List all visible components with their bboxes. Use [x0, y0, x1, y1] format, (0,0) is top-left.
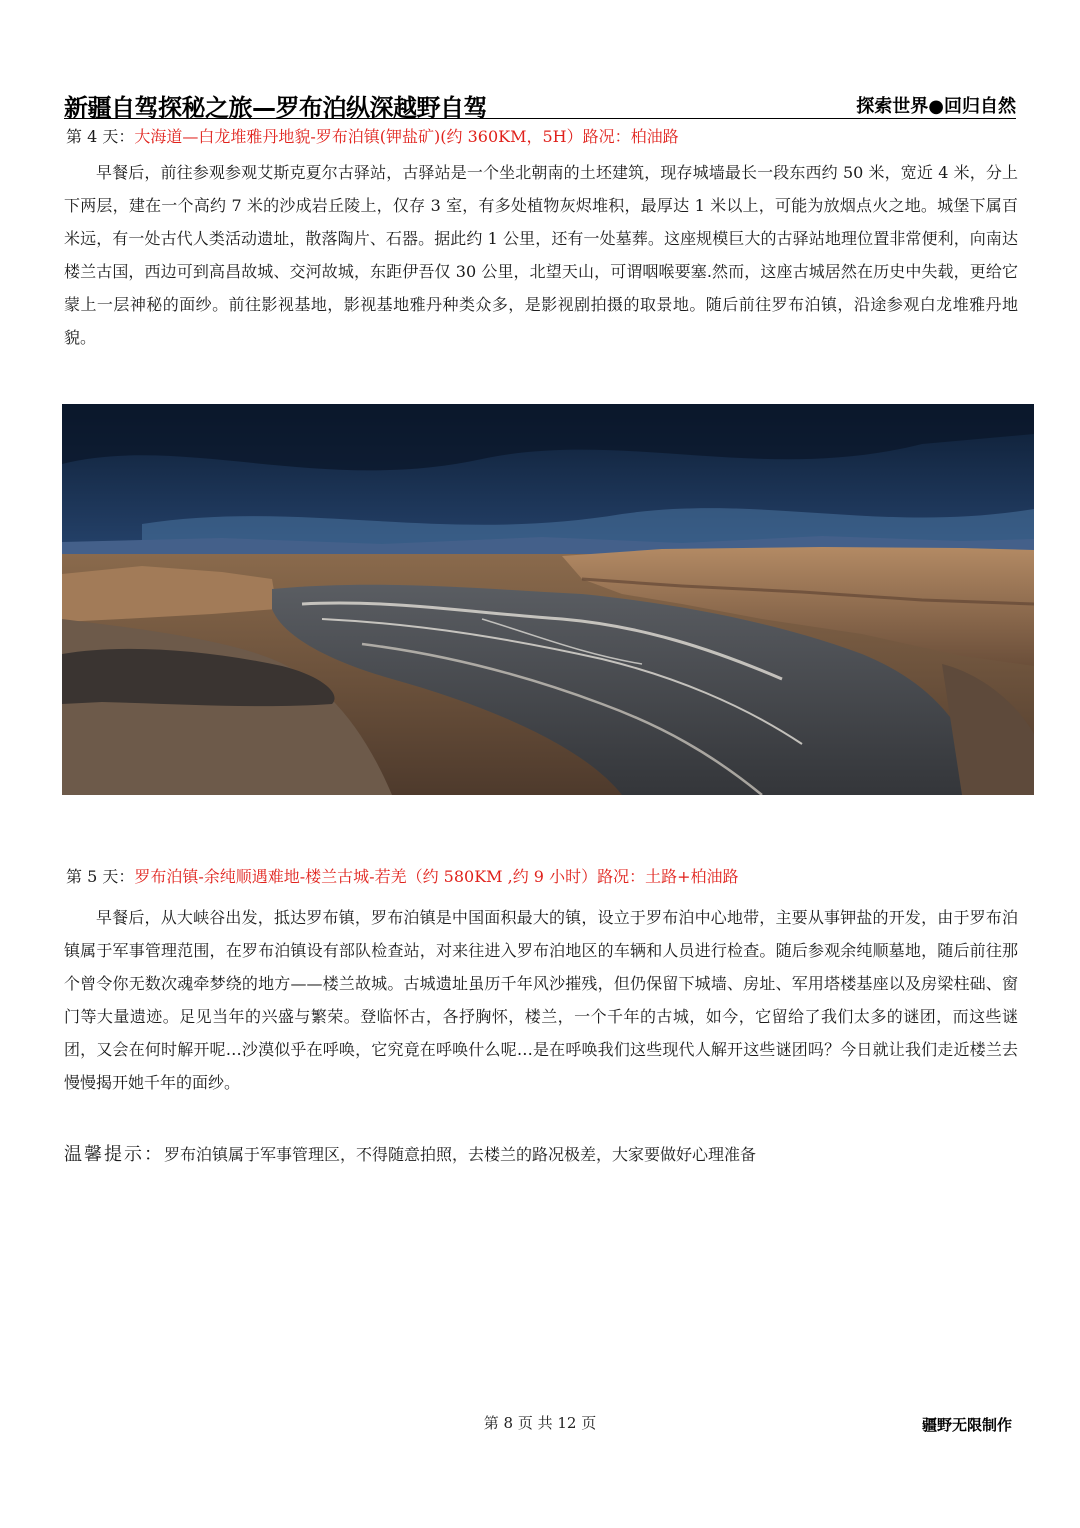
- page-number: 第 8 页 共 12 页: [483, 1414, 597, 1432]
- day5-route: 罗布泊镇-余纯顺遇难地-楼兰古城-若羌（约 580KM ,约 9 小时）路况：土路+柏油路: [134, 867, 739, 886]
- day5-paragraph: 早餐后，从大峡谷出发，抵达罗布镇，罗布泊镇是中国面积最大的镇，设立于罗布泊中心地带，主要从事钾盐的开发，由于罗布泊镇属于军事管理范围，在罗布泊镇设有部队检查站，对来往进入罗布泊地区的车辆和人员进行检查。随后参观余纯顺墓地，随后前往那个曾令你无数次魂牵梦绕的地方——楼兰故城。古城遗址虽历千年风沙摧残，但仍保留下城墙、房址、军用塔楼基座以及房梁柱础、窗门等大量遗迹。足见当年的兴盛与繁荣。登临怀古，各抒胸怀，楼兰，一个千年的古城，如今，它留给了我们太多的谜团，而这些谜团，又会在何时解开呢…沙漠似乎在呼唤，它究竟在呼唤什么呢…是在呼唤我们这些现代人解开这些谜团吗？今日就让我们走近楼兰去慢慢揭开她千年的面纱。: [64, 908, 1018, 1092]
- day5-heading: [66, 864, 738, 887]
- warm-tip-label: 温馨提示：: [64, 1144, 164, 1165]
- header-divider: [64, 118, 1016, 119]
- header-slogan: 探索世界●回归自然: [856, 96, 1016, 117]
- yardang-landscape-photo: [62, 404, 1034, 795]
- document-title: 新疆自驾探秘之旅—罗布泊纵深越野自驾: [64, 94, 487, 122]
- day4-route: 大海道—白龙堆雅丹地貌-罗布泊镇(钾盐矿)(约 360KM，5H）路况：柏油路: [134, 127, 679, 146]
- warm-tip: [64, 1140, 756, 1166]
- day4-heading: [66, 124, 679, 147]
- day4-label: 第 4 天：: [66, 127, 135, 146]
- day4-paragraph: 早餐后，前往参观参观艾斯克夏尔古驿站，古驿站是一个坐北朝南的土坯建筑，现存城墙最长一段东西约 50 米，宽近 4 米，分上下两层，建在一个高约 7 米的沙成岩丘陵上，仅存 3 室，有多处植物灰烬堆积，最厚达 1 米以上，可能为放烟点火之地。城堡下属百米远，有一处古代人类活动遗址，散落陶片、石器。据此约 1 公里，还有一处墓葬。这座规模巨大的古驿站地理位置非常便利，向南达楼兰古国，西边可到高昌故城、交河故城，东距伊吾仅 30 公里，北望天山，可谓咽喉要塞.然而，这座古城居然在历史中失载，更给它蒙上一层神秘的面纱。前往影视基地，影视基地雅丹种类众多，是影视剧拍摄的取景地。随后前往罗布泊镇，沿途参观白龙堆雅丹地貌。: [64, 163, 1018, 347]
- warm-tip-text: 罗布泊镇属于军事管理区，不得随意拍照，去楼兰的路况极差，大家要做好心理准备: [164, 1145, 757, 1164]
- page-header: [64, 88, 1016, 122]
- producer-credit: 疆野无限制作: [921, 1416, 1012, 1434]
- day5-label: 第 5 天：: [66, 867, 135, 886]
